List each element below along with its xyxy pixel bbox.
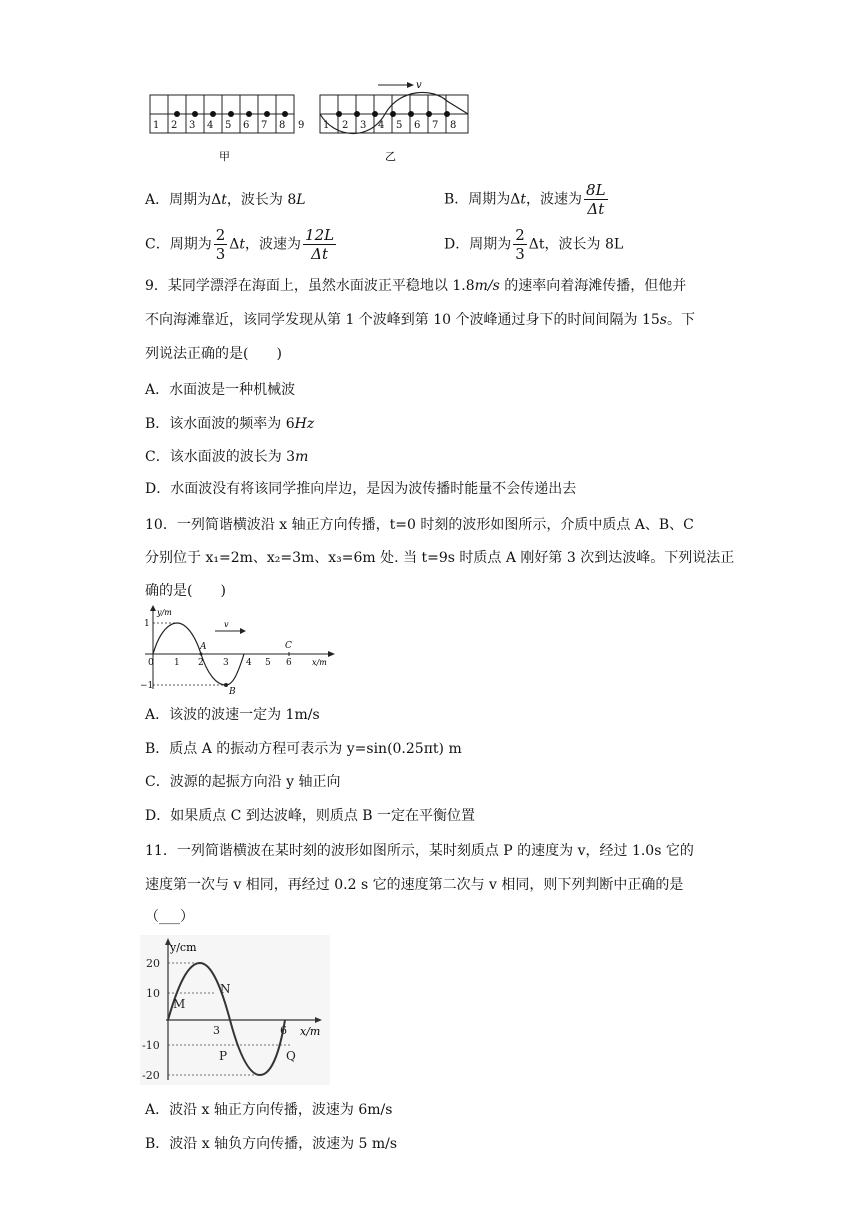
q10-y-tick: 1	[144, 619, 150, 629]
q11-x-label: x/m	[300, 1025, 321, 1038]
q9-l1a: 9．某同学漂浮在海面上，虽然水面波正平稳地以 1.8	[145, 278, 475, 294]
jia-cell-label: 5	[225, 120, 232, 131]
q11-y-tick: 20	[146, 957, 160, 970]
q9-stem-line2	[145, 310, 695, 330]
q8-a-pre: A．周期为Δ	[145, 192, 222, 208]
q10-origin: 0	[148, 658, 154, 668]
q9-option-a: A．水面波是一种机械波	[145, 382, 296, 398]
q8-c-fraction2	[303, 226, 336, 263]
q8-b-denominator: Δt	[587, 200, 605, 218]
q10-point-a-dot	[200, 653, 203, 656]
q10-option-d: D．如果质点 C 到达波峰，则质点 B 一定在平衡位置	[145, 808, 476, 824]
q11-point-n: N	[220, 982, 231, 996]
q10-v-label: v	[224, 620, 229, 629]
q10-x-tick: 2	[198, 658, 204, 668]
q8-a-mid: ，波长为 8	[226, 192, 297, 208]
q9-l2-unit: s	[659, 312, 667, 328]
jia-cell-label: 4	[207, 120, 214, 131]
q8-c-t: t	[239, 236, 246, 253]
q10-x-tick: 6	[286, 658, 292, 668]
yi-cell-label: 7	[432, 120, 439, 131]
q11-wave-graph	[140, 935, 330, 1085]
q8-d-den1: 3	[515, 245, 525, 263]
q9-option-d: D．水面波没有将该同学推向岸边，是因为波传播时能量不会传递出去	[145, 481, 577, 497]
q11-point-q: Q	[286, 1049, 296, 1063]
q11-option-b: B．波沿 x 轴负方向传播，波速为 5 m/s	[145, 1136, 398, 1152]
rope-wave-figure	[145, 76, 475, 166]
q10-point-b-dot	[224, 683, 228, 687]
q10-y-tick: −1	[140, 681, 154, 691]
q8-d-num1: 2	[515, 226, 525, 244]
q8-b-numerator: 8L	[586, 181, 606, 199]
q10-y-label: y/m	[157, 608, 172, 617]
q8-c-fraction1	[214, 226, 228, 263]
q11-option-a: A．波沿 x 轴正方向传播，波速为 6m/s	[145, 1102, 393, 1118]
q10-x-tick: 5	[265, 658, 271, 668]
q8-c-mid1: Δ	[229, 236, 240, 253]
q10-wave-graph	[140, 605, 340, 695]
yi-cell-label: 1	[323, 120, 330, 131]
jia-cell-label: 6	[243, 120, 250, 131]
q11-point-p: P	[219, 1049, 228, 1063]
q8-c-pre: C．周期为	[145, 236, 212, 253]
q8-option-a	[145, 190, 306, 210]
q9-l1-unit: m/s	[474, 278, 500, 294]
q8-d-fraction	[513, 226, 527, 263]
jia-cell-label: 8	[279, 120, 286, 131]
jia-cell-label: 1	[153, 120, 160, 131]
q10-x-tick: 3	[223, 658, 229, 668]
q8-option-d	[444, 226, 623, 263]
q8-c-num2: 12L	[305, 226, 335, 244]
q9-l2b: 。下	[666, 312, 695, 328]
q9-c-pre: C．该水面波的波长为 3	[145, 449, 296, 465]
q9-stem-line3: 列说法正确的是( )	[145, 346, 282, 362]
caption-yi: 乙	[385, 150, 396, 163]
jia-cell-label: 7	[261, 120, 268, 131]
q10-x-label: x/m	[312, 658, 327, 667]
q10-option-b: B．质点 A 的振动方程可表示为 y=sin(0.25πt) m	[145, 741, 462, 757]
q11-stem-line1: 11．一列简谐横波在某时刻的波形如图所示，某时刻质点 P 的速度为 v，经过 1.0s 它的	[145, 843, 694, 859]
jia-cell-label: 3	[189, 120, 196, 131]
q10-y-arrow	[150, 605, 156, 611]
q10-point-a-label: A	[200, 642, 207, 652]
q8-option-c	[145, 226, 338, 263]
yi-cell-label: 5	[396, 120, 403, 131]
q10-option-c: C．波源的起振方向沿 y 轴正向	[145, 774, 341, 790]
velocity-arrowhead	[407, 82, 414, 88]
q9-stem-line1	[145, 276, 686, 296]
q8-a-L: L	[296, 192, 306, 208]
q11-y-tick: -20	[142, 1069, 160, 1082]
q8-a-t: t	[221, 192, 227, 208]
q10-point-c-label: C	[285, 641, 292, 651]
q9-l1b: 的速率向着海滩传播，但他并	[499, 278, 687, 294]
q8-b-fraction	[584, 181, 608, 218]
q11-x-tick: 6	[280, 1024, 287, 1037]
yi-cell-label: 4	[378, 120, 385, 131]
q8-b-pre: B．周期为Δ	[444, 191, 521, 208]
q8-option-b	[444, 181, 610, 218]
q10-stem-line2: 分别位于 x₁=2m、x₂=3m、x₃=6m 处. 当 t=9s 时质点 A 刚好第 3 次到达波峰。下列说法正	[145, 550, 735, 566]
q10-velocity-arrowhead	[240, 628, 246, 634]
yi-cell-label: 3	[360, 120, 367, 131]
q11-y-tick: -10	[142, 1039, 160, 1052]
q8-c-num1: 2	[215, 226, 226, 244]
q10-option-a: A．该波的波速一定为 1m/s	[145, 707, 320, 723]
q11-point-m: M	[173, 997, 186, 1011]
jia-cell-label: 2	[171, 120, 178, 131]
q11-x-tick: 3	[213, 1024, 220, 1037]
q11-y-tick: 10	[146, 987, 160, 1000]
q9-l2a: 不向海滩靠近，该同学发现从第 1 个波峰到第 10 个波峰通过身下的时间间隔为 15	[145, 312, 660, 328]
q10-stem-line3: 确的是( )	[145, 583, 226, 599]
q10-point-b-label: B	[229, 687, 236, 695]
q8-d-mid: Δt，波长为 8L	[528, 236, 624, 253]
q8-b-t: t	[520, 191, 527, 208]
yi-cell-label: 6	[414, 120, 421, 131]
q9-b-pre: B．该水面波的频率为 6	[145, 416, 295, 432]
q9-c-unit: m	[295, 449, 309, 465]
q8-d-pre: D．周期为	[444, 236, 512, 253]
q9-option-b	[145, 414, 314, 434]
q11-y-label: y/cm	[170, 941, 197, 954]
yi-cell-label: 8	[450, 120, 457, 131]
jia-cell-label: 9	[298, 120, 305, 131]
q8-c-den2: Δt	[311, 245, 328, 263]
q10-x-tick: 4	[246, 658, 252, 668]
q9-b-unit: Hz	[294, 416, 315, 432]
q11-stem-line3: （___）	[145, 909, 194, 925]
q8-c-mid2: ，波速为	[245, 236, 302, 253]
q10-stem-line1: 10．一列简谐横波沿 x 轴正方向传播，t=0 时刻的波形如图所示，介质中质点 A、B、C	[145, 517, 694, 533]
q8-b-mid: ，波速为	[526, 191, 583, 208]
q10-x-arrow	[328, 651, 335, 657]
q11-stem-line2: 速度第一次与 v 相同，再经过 0.2 s 它的速度第二次与 v 相同，则下列判断中正确的是	[145, 877, 684, 893]
caption-jia: 甲	[219, 150, 230, 163]
q8-c-den1: 3	[215, 245, 226, 263]
yi-cell-label: 2	[342, 120, 349, 131]
velocity-label: v	[416, 80, 422, 91]
q9-option-c	[145, 447, 308, 467]
q10-x-tick: 1	[174, 658, 180, 668]
